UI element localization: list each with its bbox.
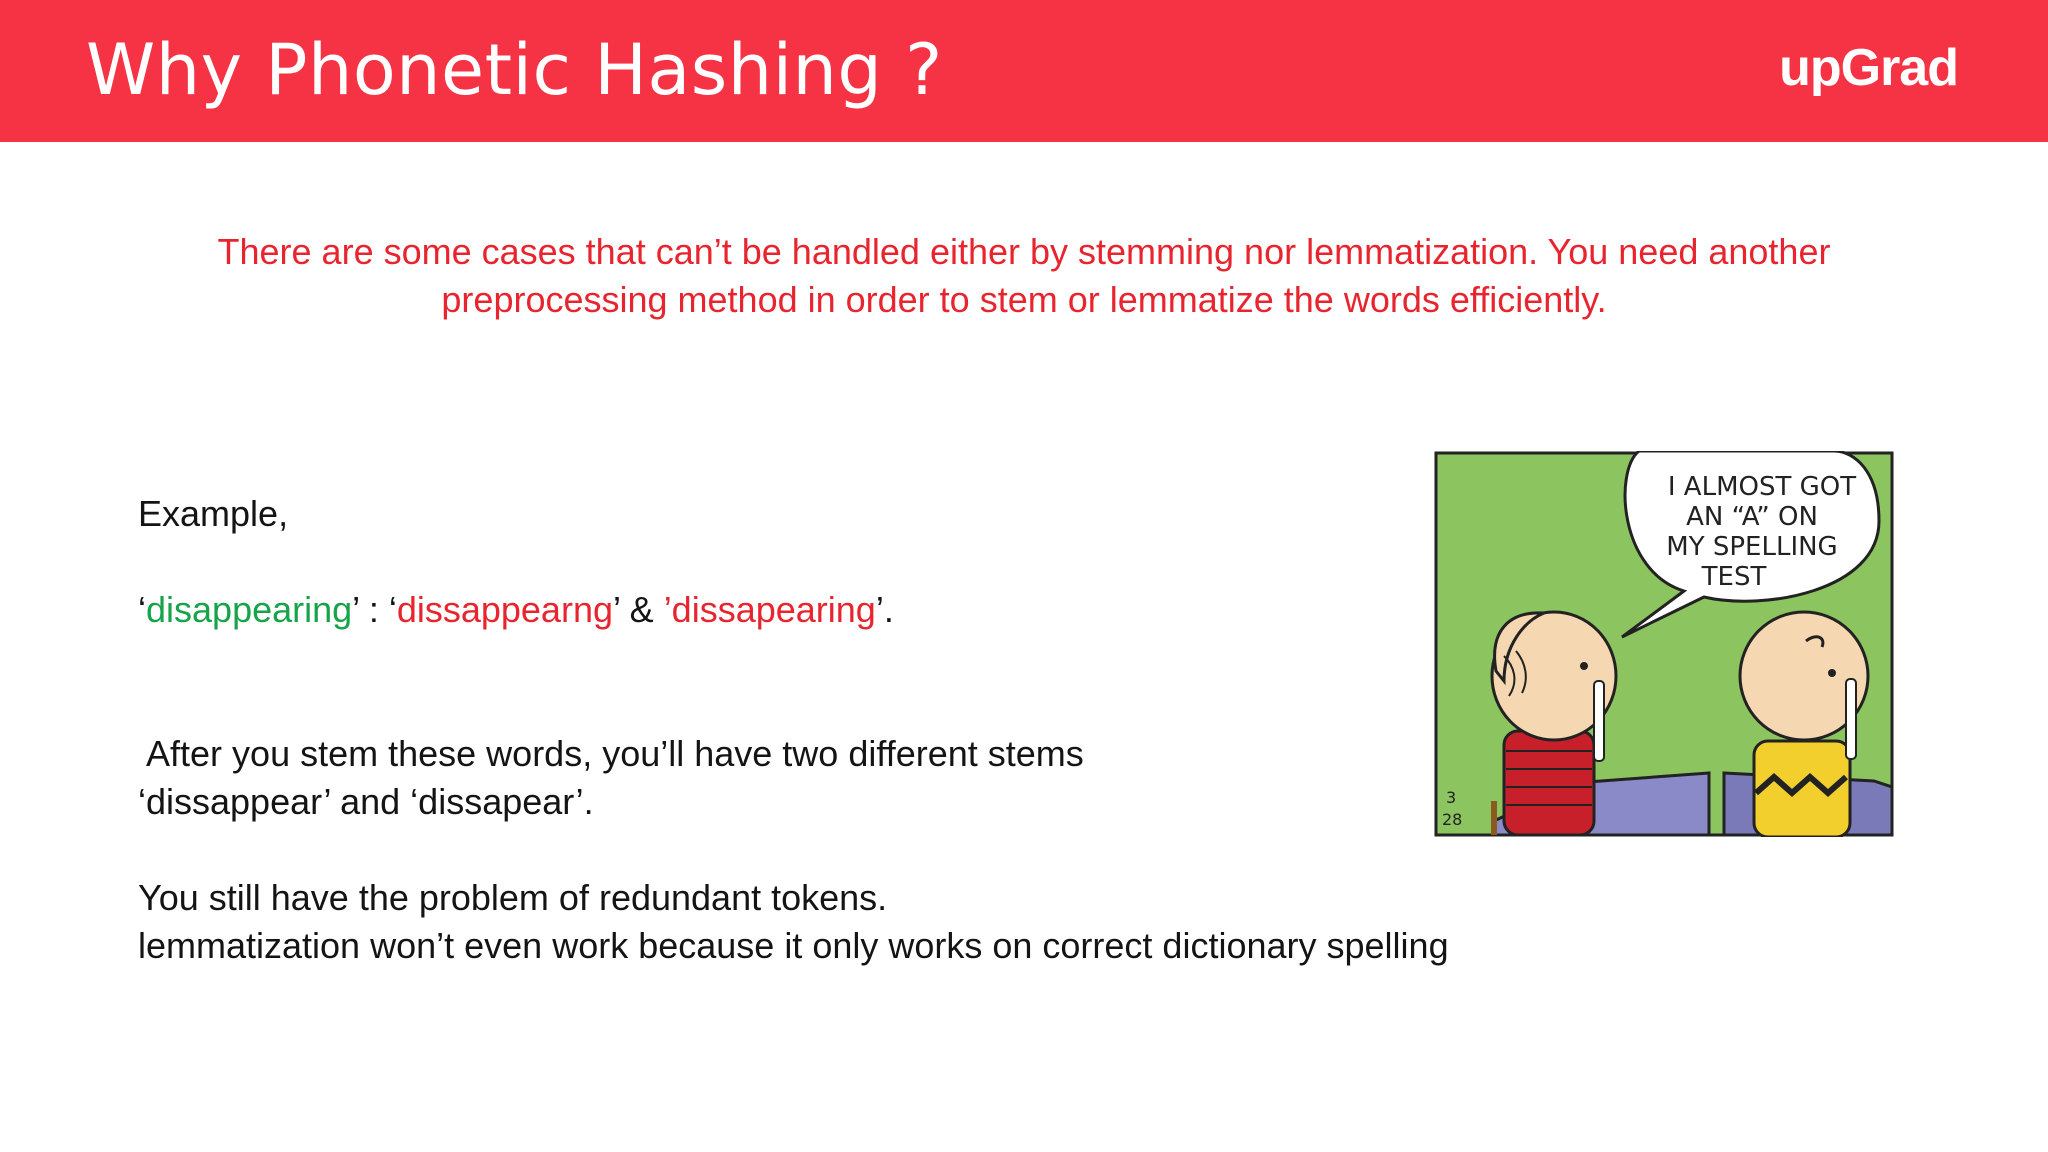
example-line — [138, 586, 1478, 634]
explanation-line-1: After you stem these words, you’ll have two different stems — [138, 733, 1084, 774]
intro-line-1: There are some cases that can’t be handled either by stemming nor lemmatization. You need another — [217, 231, 1831, 272]
speech-line-3: MY SPELLING — [1666, 532, 1838, 562]
explanation-line-2: ‘dissappear’ and ‘dissapear’. — [138, 781, 594, 822]
word-correct: disappearing — [146, 589, 353, 630]
explanation-line-4: lemmatization won’t even work because it only works on correct dictionary spelling — [138, 925, 1449, 966]
joiner: ’ & — [613, 589, 664, 630]
open-quote: ‘ — [138, 589, 146, 630]
peanuts-comic-illustration — [1434, 451, 1894, 837]
header-bar — [0, 0, 2048, 142]
speech-line-2: AN “A” ON — [1686, 502, 1818, 532]
example-heading: Example, — [138, 493, 289, 534]
upgrad-logo: upGrad — [1779, 39, 1958, 97]
speech-line-4: TEST — [1701, 562, 1767, 592]
speech-line-1: I ALMOST GOT — [1667, 472, 1857, 502]
intro-line-2: preprocessing method in order to stem or lemmatize the words efficiently. — [441, 279, 1607, 320]
close-quote: ’. — [875, 589, 894, 630]
body-text — [138, 490, 1478, 970]
word-misspelled-2: ’dissapearing — [663, 589, 876, 630]
separator: ’ : ‘ — [352, 589, 397, 630]
comic-date-bottom: 28 — [1442, 810, 1463, 829]
explanation-line-3: You still have the problem of redundant tokens. — [138, 877, 888, 918]
word-misspelled-1: dissappearng — [396, 589, 613, 630]
page-title: Why Phonetic Hashing ? — [86, 29, 943, 111]
intro-text — [150, 228, 1898, 324]
comic-date-top: 3 — [1446, 788, 1457, 807]
